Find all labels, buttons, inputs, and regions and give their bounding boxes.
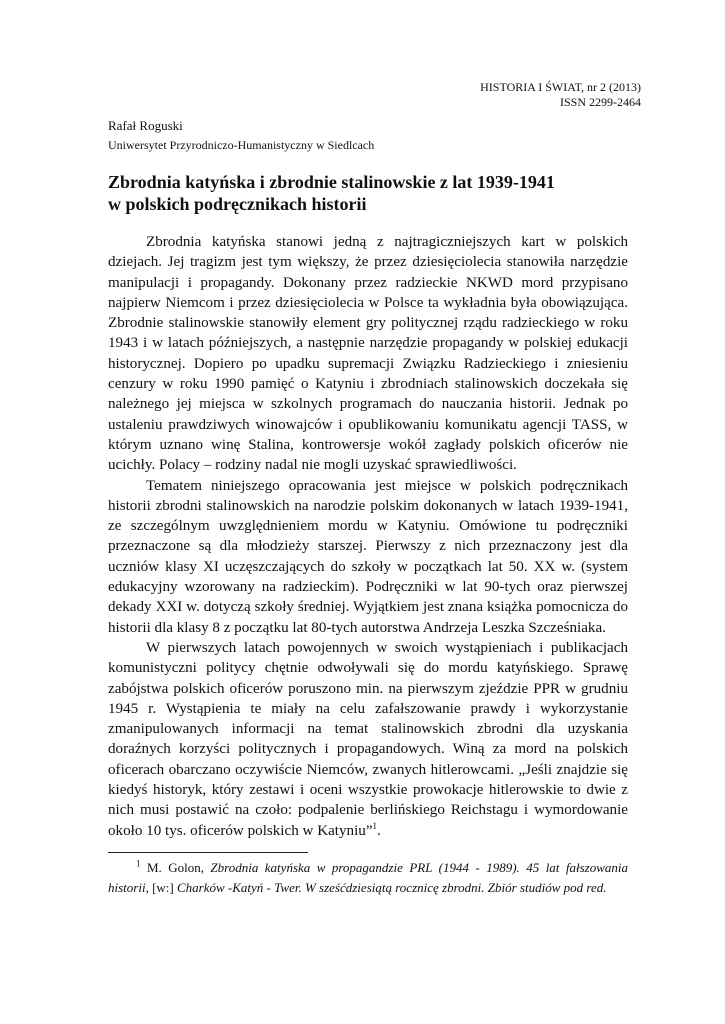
article-body [108, 232, 628, 841]
footnote [108, 858, 628, 898]
footnote-in: [w:] [152, 880, 174, 895]
footnote-divider [108, 852, 308, 853]
author-name: Rafał Roguski [108, 118, 183, 133]
paragraph-3: W pierwszych latach powojennych w swoich wystąpieniach i publikacjach komunistyczni politycy chętnie odwoływali się do mordu katyńskiego. Sprawę zabójstwa polskich oficerów poruszono min. na pierwszym zjeździe PPR w grudniu 1945 r. Wystąpienia te miały na celu zafałszowanie prawdy i wykorzystanie zmanipulowanych informacji na temat stalinowskich zbrodni dla uzyskania doraźnych korzyści politycznych i propagandowych. Winą za mord na polskich oficerach obarczano oczywiście Niemców, zwanych hitlerowcami. „Jeśli znajdzie się kiedyś historyk, który zestawi i oceni wszystkie prowokacje hitlerowskie to dwie z nich musi postawić na czoło: podpalenie berlińskiego Reichstagu i wymordowanie około 10 tys. oficerów polskich w Katyniu”$^1$. [108, 639, 628, 839]
footnote-reference[interactable]: 1 [372, 820, 378, 831]
journal-issue: HISTORIA I ŚWIAT, nr 2 (2013) [480, 80, 641, 94]
author-affiliation: Uniwersytet Przyrodniczo-Humanistyczny w Siedlcach [108, 138, 375, 152]
article-title [108, 171, 648, 215]
footnote-author: M. Golon, [146, 860, 204, 875]
footnote-source: Charków -Katyń - Twer. W sześćdziesiątą rocznicę zbrodni. Zbiór studiów pod red. [177, 880, 607, 895]
journal-header [480, 80, 641, 110]
journal-issn: ISSN 2299-2464 [559, 95, 641, 109]
paragraph-3-text: W pierwszych latach powojennych w swoich wystąpieniach i publikacjach komunistyczni politycy chętnie odwoływali się do mordu katyńskiego. Sprawę zabójstwa polskich oficerów poruszono min. na pierwszym zjeździe PPR w grudniu 1945 r. Wystąpienia te miały na celu zafałszowanie prawdy i wykorzystanie zmanipulowanych informacji na temat stalinowskich zbrodni dla uzyskania doraźnych korzyści politycznych i propagandowych. Winą za mord na polskich oficerach obarczano oczywiście Niemców, zwanych hitlerowcami. „Jeśli znajdzie się kiedyś historyk, który zestawi i oceni wszystkie prowokacje hitlerowskie to dwie z nich musi postawić na czoło: podpalenie berlińskiego Reichstagu i wymordowanie około 10 tys. oficerów polskich w Katyniu” [108, 639, 628, 839]
title-line-2: w polskich podręcznikach historii [108, 194, 367, 214]
paragraph-1: Zbrodnia katyńska stanowi jedną z najtragiczniejszych kart w polskich dziejach. Jej tragizm jest tym większy, że przez dziesięciolecia stanowiła narzędzie manipulacji i propagandy. Dokonany przez radzieckie NKWD mord przypisano najpierw Niemcom i przez dziesięciolecia w Polsce ta wykładnia była obowiązująca. Zbrodnie stalinowskie stanowiły element gry politycznej rządu radzieckiego w roku 1943 i w latach późniejszych, a następnie narzędzie propagandy w polskiej edukacji historycznej. Dopiero po upadku supremacji Związku Radzieckiego i zniesieniu cenzury w roku 1990 pamięć o Katyniu i zbrodniach stalinowskich doczekała się należnego jej miejsca w szkolnych programach do nauczania historii. Jednak po ustaleniu prawdziwych winowajców i opublikowaniu komunikatu agencji TASS, w którym uznano winę Stalina, kontrowersje wokół zagłady polskich oficerów nie ucichły. Polacy – rodziny nadal nie mogli uzyskać sprawiedliwości. [108, 234, 628, 474]
paragraph-2: Tematem niniejszego opracowania jest miejsce w polskich podręcznikach historii zbrodni stalinowskich na narodzie polskim dokonanych w latach 1939-1941, ze szczególnym uwzględnieniem mordu w Katyniu. Omówione tu podręczniki przeznaczone są dla młodzieży starszej. Pierwszy z nich przeznaczony jest dla uczniów klasy XI uczęszczających do szkoły w początkach lat 50. XX w. (system edukacyjny wzorowany na radzieckim). Podręczniki w lat 90-tych oraz pierwszej dekady XXI w. dotyczą szkoły średniej. Wyjątkiem jest znana książka pomocnicza do historii dla klasy 8 z początku lat 80-tych autorstwa Andrzeja Leszka Szcześniaka. [108, 477, 628, 636]
footnote-number: 1 [136, 858, 141, 869]
footnote-title: Zbrodnia katyńska w propagandzie PRL (1944 - 1989). 45 lat fałszowania historii, [108, 860, 628, 895]
title-line-1: Zbrodnia katyńska i zbrodnie stalinowskie z lat 1939-1941 [108, 172, 555, 192]
